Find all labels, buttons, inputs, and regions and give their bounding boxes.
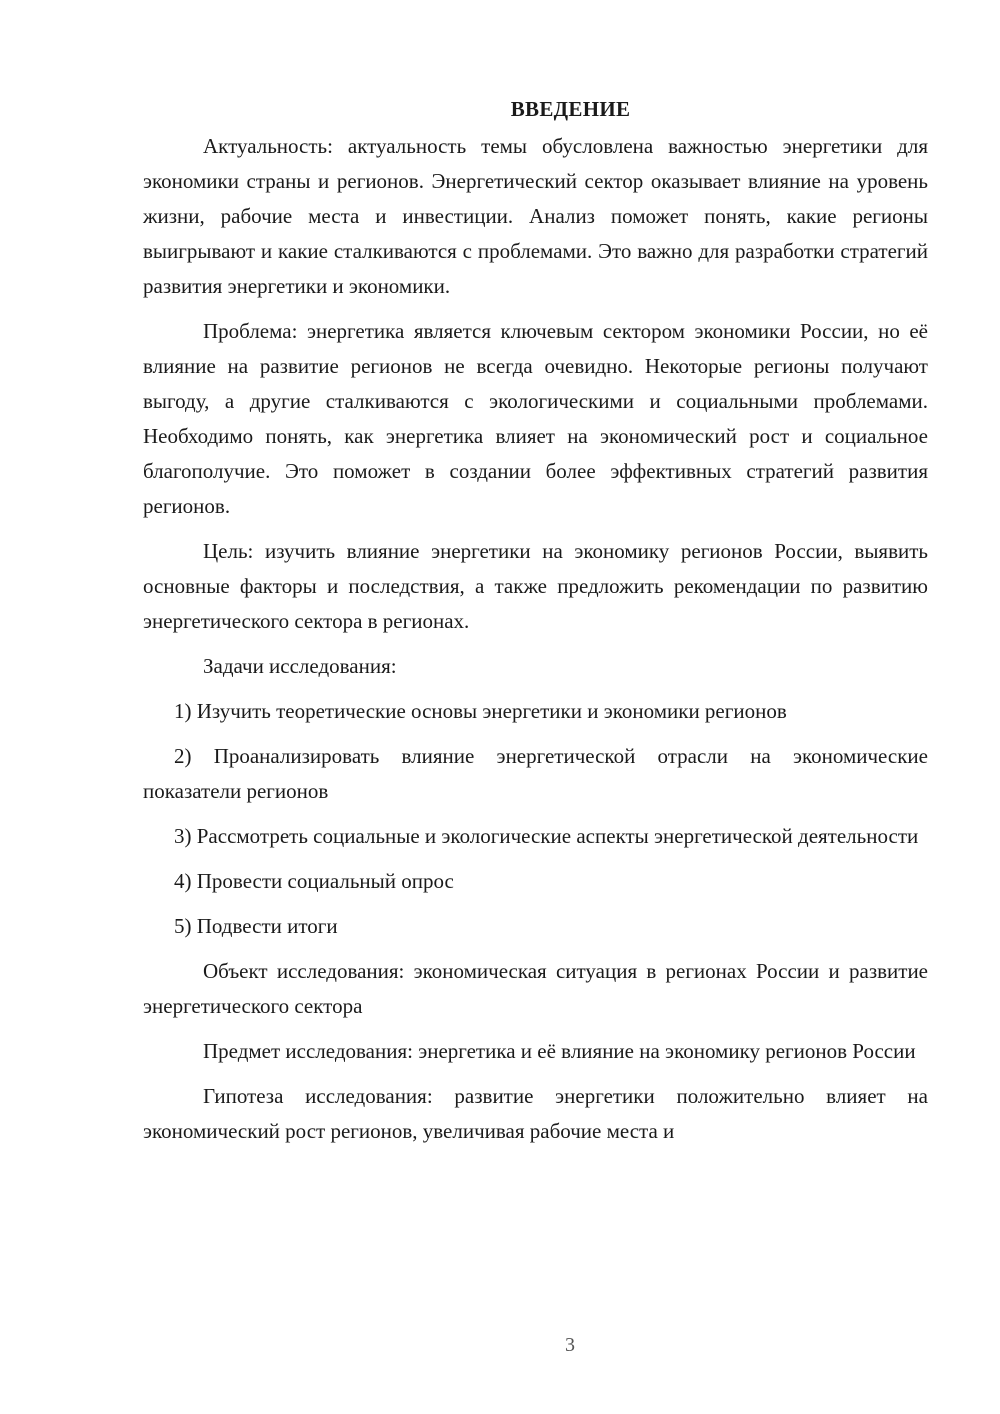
task-item-1: 1) Изучить теоретические основы энергетики и экономики регионов — [174, 699, 787, 723]
paragraph-object: Объект исследования: экономическая ситуация в регионах России и развитие энергетического сектора — [143, 959, 928, 1018]
section-title: ВВЕДЕНИЕ — [510, 97, 631, 121]
page-number: 3 — [565, 1334, 575, 1356]
paragraph-hypothesis: Гипотеза исследования: развитие энергетики положительно влияет на экономический рост регионов, увеличивая рабочие места и — [143, 1084, 928, 1143]
task-item-5: 5) Подвести итоги — [174, 914, 338, 938]
document-page — [143, 92, 928, 1159]
task-item-3: 3) Рассмотреть социальные и экологические аспекты энергетической деятельности — [174, 824, 919, 848]
paragraph-problem: Проблема: энергетика является ключевым сектором экономики России, но её влияние на развитие регионов не всегда очевидно. Некоторые регионы получают выгоду, а другие сталкиваются с экологическими и социальными проблемами. Необходимо понять, как энергетика влияет на экономический рост и социальное благополучие. Это поможет в создании более эффективных стратегий развития регионов. — [143, 319, 928, 518]
paragraph-relevance: Актуальность: актуальность темы обусловлена важностью энергетики для экономики страны и регионов. Энергетический сектор оказывает влияние на уровень жизни, рабочие места и инвестиции. Анализ поможет понять, какие регионы выигрывают и какие сталкиваются с проблемами. Это важно для разработки стратегий развития энергетики и экономики. — [143, 134, 928, 298]
task-item-4: 4) Провести социальный опрос — [174, 869, 454, 893]
paragraph-goal: Цель: изучить влияние энергетики на экономику регионов России, выявить основные факторы и последствия, а также предложить рекомендации по развитию энергетического сектора в регионах. — [143, 539, 928, 633]
paragraph-tasks-heading: Задачи исследования: — [203, 654, 397, 678]
task-item-2: 2) Проанализировать влияние энергетической отрасли на экономические показатели регионов — [143, 744, 928, 803]
paragraph-subject: Предмет исследования: энергетика и её влияние на экономику регионов России — [203, 1039, 916, 1063]
